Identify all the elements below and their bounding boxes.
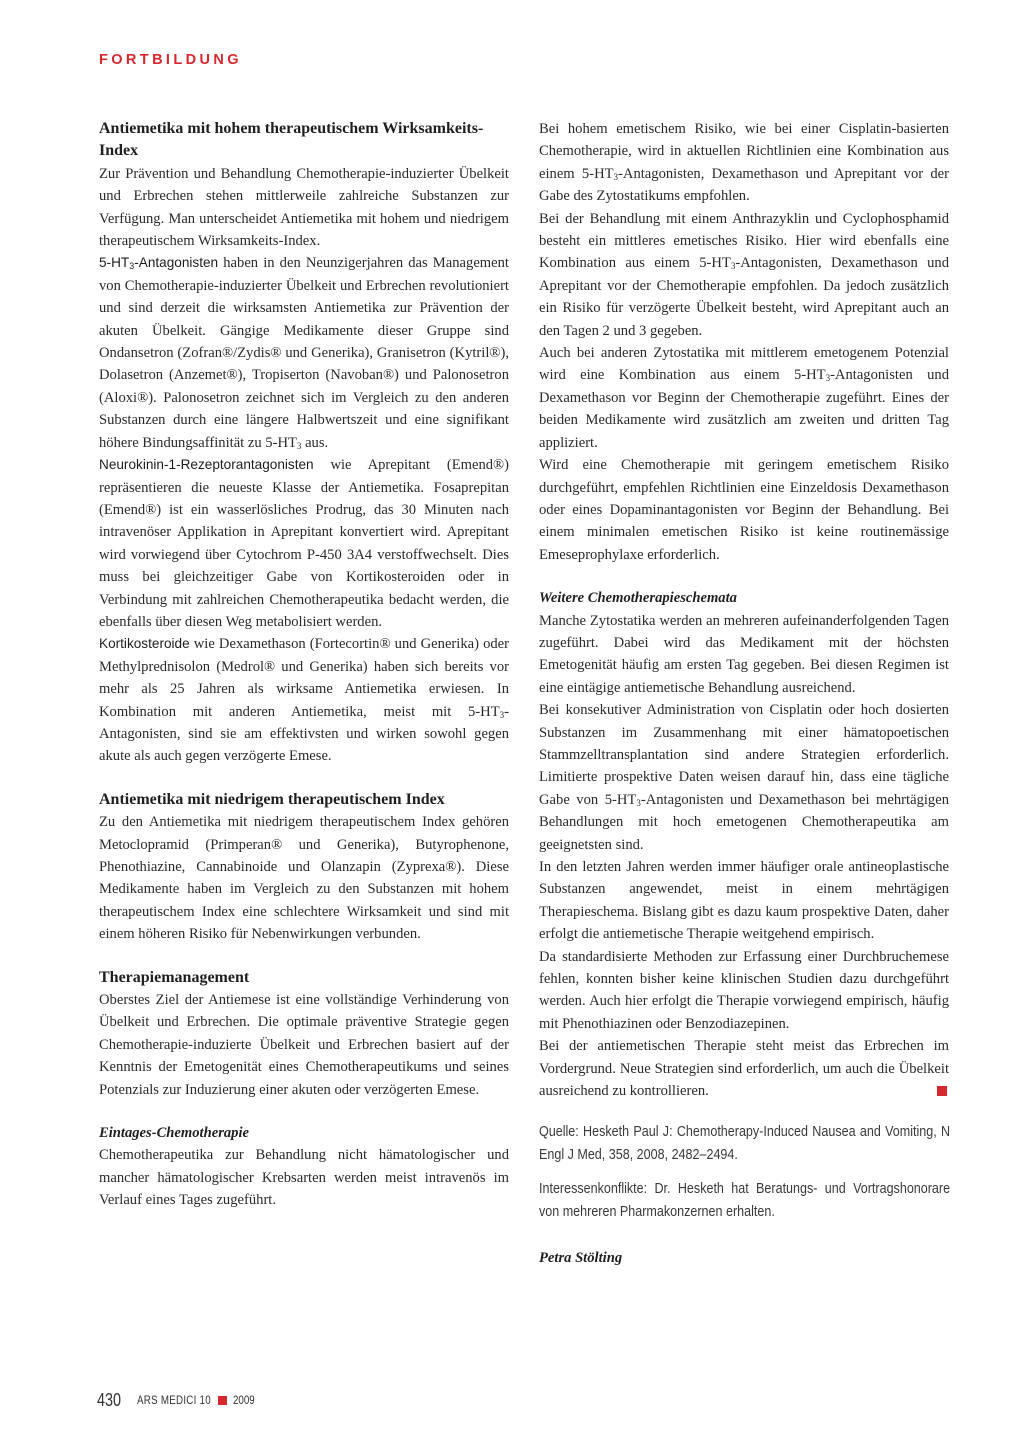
heading-eintages-chemotherapie: Eintages-Chemotherapie	[99, 1125, 249, 1142]
paragraph: Oberstes Ziel der Antiemese ist eine vollständige Verhinderung von Übelkeit und Erbrechen. Die optimale präventive Strategie gegen Chemotherapie-induzierte Übelkeit und Erbrechen basiert auf der Kenntnis der Emetogenität eines Chemotherapeutikums und seines Potenzials zur Induzierung einer akuten oder verzögerten Emese.	[99, 992, 509, 1098]
paragraph: Bei der antiemetischen Therapie steht meist das Erbrechen im Vordergrund. Neue Strategien sind erforderlich, um auch die Übelkeit ausreichend zu kontrollieren.	[539, 1038, 949, 1100]
journal-name: ARS MEDICI 10	[137, 1394, 211, 1407]
heading-low-index: Antiemetika mit niedrigem therapeutischem Index	[99, 790, 445, 808]
heading-weitere-chemotherapieschemata: Weitere Chemotherapieschemata	[539, 590, 737, 607]
end-mark-icon	[937, 1086, 947, 1096]
paragraph: Wird eine Chemotherapie mit geringem emetischem Risiko durchgeführt, empfehlen Richtlinien eine Einzeldosis Dexamethason oder eines Dopaminantagonisten vor Beginn der Behandlung. Bei einem minimalen emetischen Risiko ist keine routinemässige Emeseprophylaxe erforderlich.	[539, 457, 949, 563]
conflict-note: Interessenkonflikte: Dr. Hesketh hat Beratungs- und Vortragshonorare von mehreren Pharmakonzernen erhalten.	[539, 1181, 951, 1220]
term-kortikosteroide: Kortikosteroide	[99, 636, 190, 652]
paragraph: Kortikosteroide wie Dexamethason (Fortecortin® und Generika) oder Methylprednisolon (Medrol® und Generika) haben sich bereits vor mehr als 25 Jahren als wirksame Antiemetika erwiesen. In Kombination mit anderen Antiemetika, meist mit $5-HT_3$-Antagonisten, sind sie am effektivsten und wirken sowohl gegen akute als auch gegen verzögerte Emese.	[99, 636, 509, 765]
page-number: 430	[97, 1390, 122, 1410]
author-name: Petra Stölting	[539, 1250, 623, 1267]
square-icon	[218, 1396, 227, 1405]
left-column	[99, 118, 509, 1212]
term-5ht3: $5-HT_3$-Antagonisten	[99, 255, 219, 272]
paragraph: Zur Prävention und Behandlung Chemotherapie-induzierter Übelkeit und Erbrechen stehen mittlerweile zahlreiche Substanzen zur Verfügung. Man unterscheidet Antiemetika mit hohem und niedrigem therapeutischem Wirksamkeits-Index.	[99, 165, 509, 250]
paragraph: Zu den Antiemetika mit niedrigem therapeutischem Index gehören Metoclopramid (Primperan® und Generika), Butyrophenone, Phenothiazine, Cannabinoide und Olanzapin (Zyprexa®). Diese Medikamente haben im Vergleich zu den Substanzen mit hohem therapeutischem Index eine schlechtere Wirksamkeit und sind mit einem höheren Risiko für Nebenwirkungen verbunden.	[99, 814, 509, 943]
paragraph: Bei hohem emetischem Risiko, wie bei einer Cisplatin-basierten Chemotherapie, wird in aktuellen Richtlinien eine Kombination aus einem $5-HT_3$-Antagonisten, Dexamethason und Aprepitant vor der Gabe des Zytostatikums empfohlen.	[539, 121, 950, 205]
paragraph: Bei der Behandlung mit einem Anthrazyklin und Cyclophosphamid besteht ein mittleres emetisches Risiko. Hier wird ebenfalls eine Kombination aus einem $5-HT_3$-Antagonisten, Dexamethason und Aprepitant vor der Chemotherapie empfohlen. Da jedoch zusätzlich ein Risiko für verzögerte Übelkeit besteht, wird Aprepitant auch an den Tagen 2 und 3 gegeben.	[539, 210, 949, 339]
right-column	[539, 118, 949, 1270]
paragraph: $5-HT_3$-Antagonisten haben in den Neunzigerjahren das Management von Chemotherapie-induzierter Übelkeit und Erbrechen revolutioniert und sind derzeit die wirksamsten Antiemetika zur Prävention der akuten Übelkeit. Gängige Medikamente dieser Gruppe sind Ondansetron (Zofran®/Zydis® und Generika), Granisetron (Kytril®), Dolasetron (Anzemet®), Tropiserton (Navoban®) und Palonosetron (Aloxi®). Palonosetron zeichnet sich im Vergleich zu den anderen Substanzen durch eine längere Halbwertszeit und eine signifikant höhere Bindungsaffinität zu $5-HT_3$ aus.	[99, 255, 509, 451]
paragraph: Chemotherapeutika zur Behandlung nicht hämatologischer und mancher hämatologischer Krebsarten werden meist intravenös im Verlauf eines Tages zugeführt.	[99, 1147, 509, 1209]
source-note: Quelle: Hesketh Paul J: Chemotherapy-Induced Nausea and Vomiting, N Engl J Med, 358, 2008, 2482–2494.	[539, 1124, 951, 1163]
paragraph: Neurokinin-1-Rezeptorantagonisten wie Aprepitant (Emend®) repräsentieren die neueste Klasse der Antiemetika. Fosaprepitan (Emend®) ist ein wasserlösliches Prodrug, das 30 Minuten nach intravenöser Applikation in Aprepitant konvertiert wird. Aprepitant wird vorwiegend über Cytochrom P-450 3A4 verstoffwechselt. Dies muss bei gleichzeitiger Gabe von Kortikosteroiden oder in Verbindung mit zahlreichen Chemotherapeutika bedacht werden, die ebenfalls über diesen Weg metabolisiert werden.	[99, 457, 509, 630]
paragraph: Manche Zytostatika werden an mehreren aufeinanderfolgenden Tagen zugeführt. Dabei wird das Medikament mit der höchsten Emetogenität häufig am ersten Tag gegeben. Bei diesen Regimen ist eine eintägige antiemetische Behandlung ausreichend.	[539, 612, 949, 696]
heading-high-index: Antiemetika mit hohem therapeutischem Wirksamkeits-Index	[99, 120, 484, 160]
paragraph: In den letzten Jahren werden immer häufiger orale antineoplastische Substanzen angewendet, meist in einem mehrtägigen Therapieschema. Bislang gibt es dazu kaum prospektive Daten, daher erfolgt die antiemetische Therapie weitgehend empirisch.	[539, 859, 949, 943]
page-footer	[97, 1390, 259, 1411]
section-label: FORTBILDUNG	[99, 52, 242, 68]
issue-year: 2009	[232, 1394, 255, 1407]
paragraph: Da standardisierte Methoden zur Erfassung einer Durchbruchemese fehlen, konnten bisher keine klinischen Studien dazu durchgeführt werden. Auch hier erfolgt die Therapie vorwiegend empirisch, häufig mit Phenothiazinen oder Benzodiazepinen.	[539, 948, 949, 1032]
heading-therapiemanagement: Therapiemanagement	[99, 968, 250, 986]
term-nk1: Neurokinin-1-Rezeptorantagonisten	[99, 457, 314, 473]
paragraph: Auch bei anderen Zytostatika mit mittlerem emetogenem Potenzial wird eine Kombination aus einem $5-HT_3$-Antagonisten und Dexamethason vor Beginn der Chemotherapie zugeführt. Eines der beiden Medikamente wird zusätzlich am zweiten und dritten Tag appliziert.	[539, 345, 949, 451]
paragraph: Bei konsekutiver Administration von Cisplatin oder hoch dosierten Substanzen im Zusammenhang mit einer hämatopoetischen Stammzelltransplantation sind andere Strategien erforderlich. Limitierte prospektive Daten weisen darauf hin, dass eine tägliche Gabe von $5-HT_3$-Antagonisten und Dexamethason bei mehrtägigen Behandlungen mit hoch emetogenen Chemotherapeutika am geeignetsten sind.	[539, 702, 949, 853]
